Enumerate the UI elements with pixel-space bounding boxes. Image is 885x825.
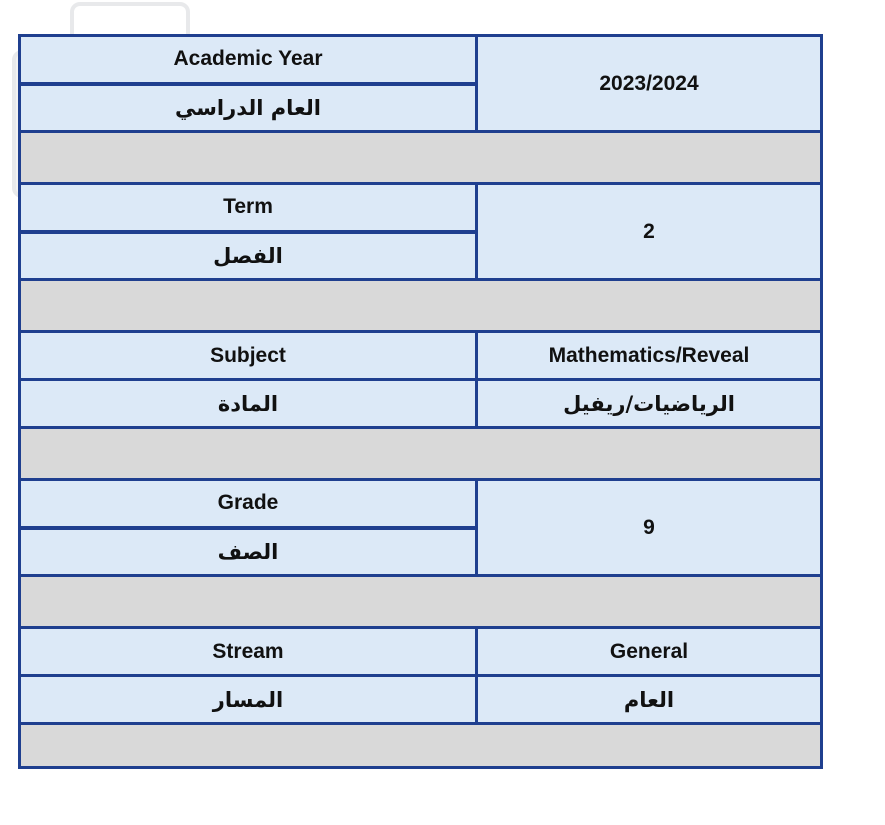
stream-value-ar: العام	[477, 676, 822, 724]
academic-year-value: 2023/2024	[477, 36, 822, 132]
grade-row-en	[20, 480, 822, 528]
subject-row-ar	[20, 380, 822, 428]
separator-row	[20, 132, 822, 184]
stream-value-en: General	[477, 628, 822, 676]
term-label-en: Term	[20, 184, 477, 232]
subject-label-ar: المادة	[20, 380, 477, 428]
grade-label-ar: الصف	[20, 528, 477, 576]
stream-row-ar	[20, 676, 822, 724]
academic-year-row-en	[20, 36, 822, 84]
separator-cell	[20, 576, 822, 628]
subject-value-en: Mathematics/Reveal	[477, 332, 822, 380]
term-label-ar: الفصل	[20, 232, 477, 280]
separator-row	[20, 280, 822, 332]
stream-label-ar: المسار	[20, 676, 477, 724]
academic-year-label-ar: العام الدراسي	[20, 84, 477, 132]
course-info-table	[18, 34, 823, 769]
separator-cell	[20, 280, 822, 332]
subject-label-en: Subject	[20, 332, 477, 380]
separator-row	[20, 724, 822, 768]
subject-row-en	[20, 332, 822, 380]
stream-row-en	[20, 628, 822, 676]
stream-label-en: Stream	[20, 628, 477, 676]
academic-year-label-en: Academic Year	[20, 36, 477, 84]
separator-cell	[20, 724, 822, 768]
separator-row	[20, 576, 822, 628]
grade-value: 9	[477, 480, 822, 576]
term-row-en	[20, 184, 822, 232]
separator-cell	[20, 428, 822, 480]
separator-cell	[20, 132, 822, 184]
subject-value-ar: الرياضيات/ريفيل	[477, 380, 822, 428]
grade-label-en: Grade	[20, 480, 477, 528]
term-value: 2	[477, 184, 822, 280]
separator-row	[20, 428, 822, 480]
